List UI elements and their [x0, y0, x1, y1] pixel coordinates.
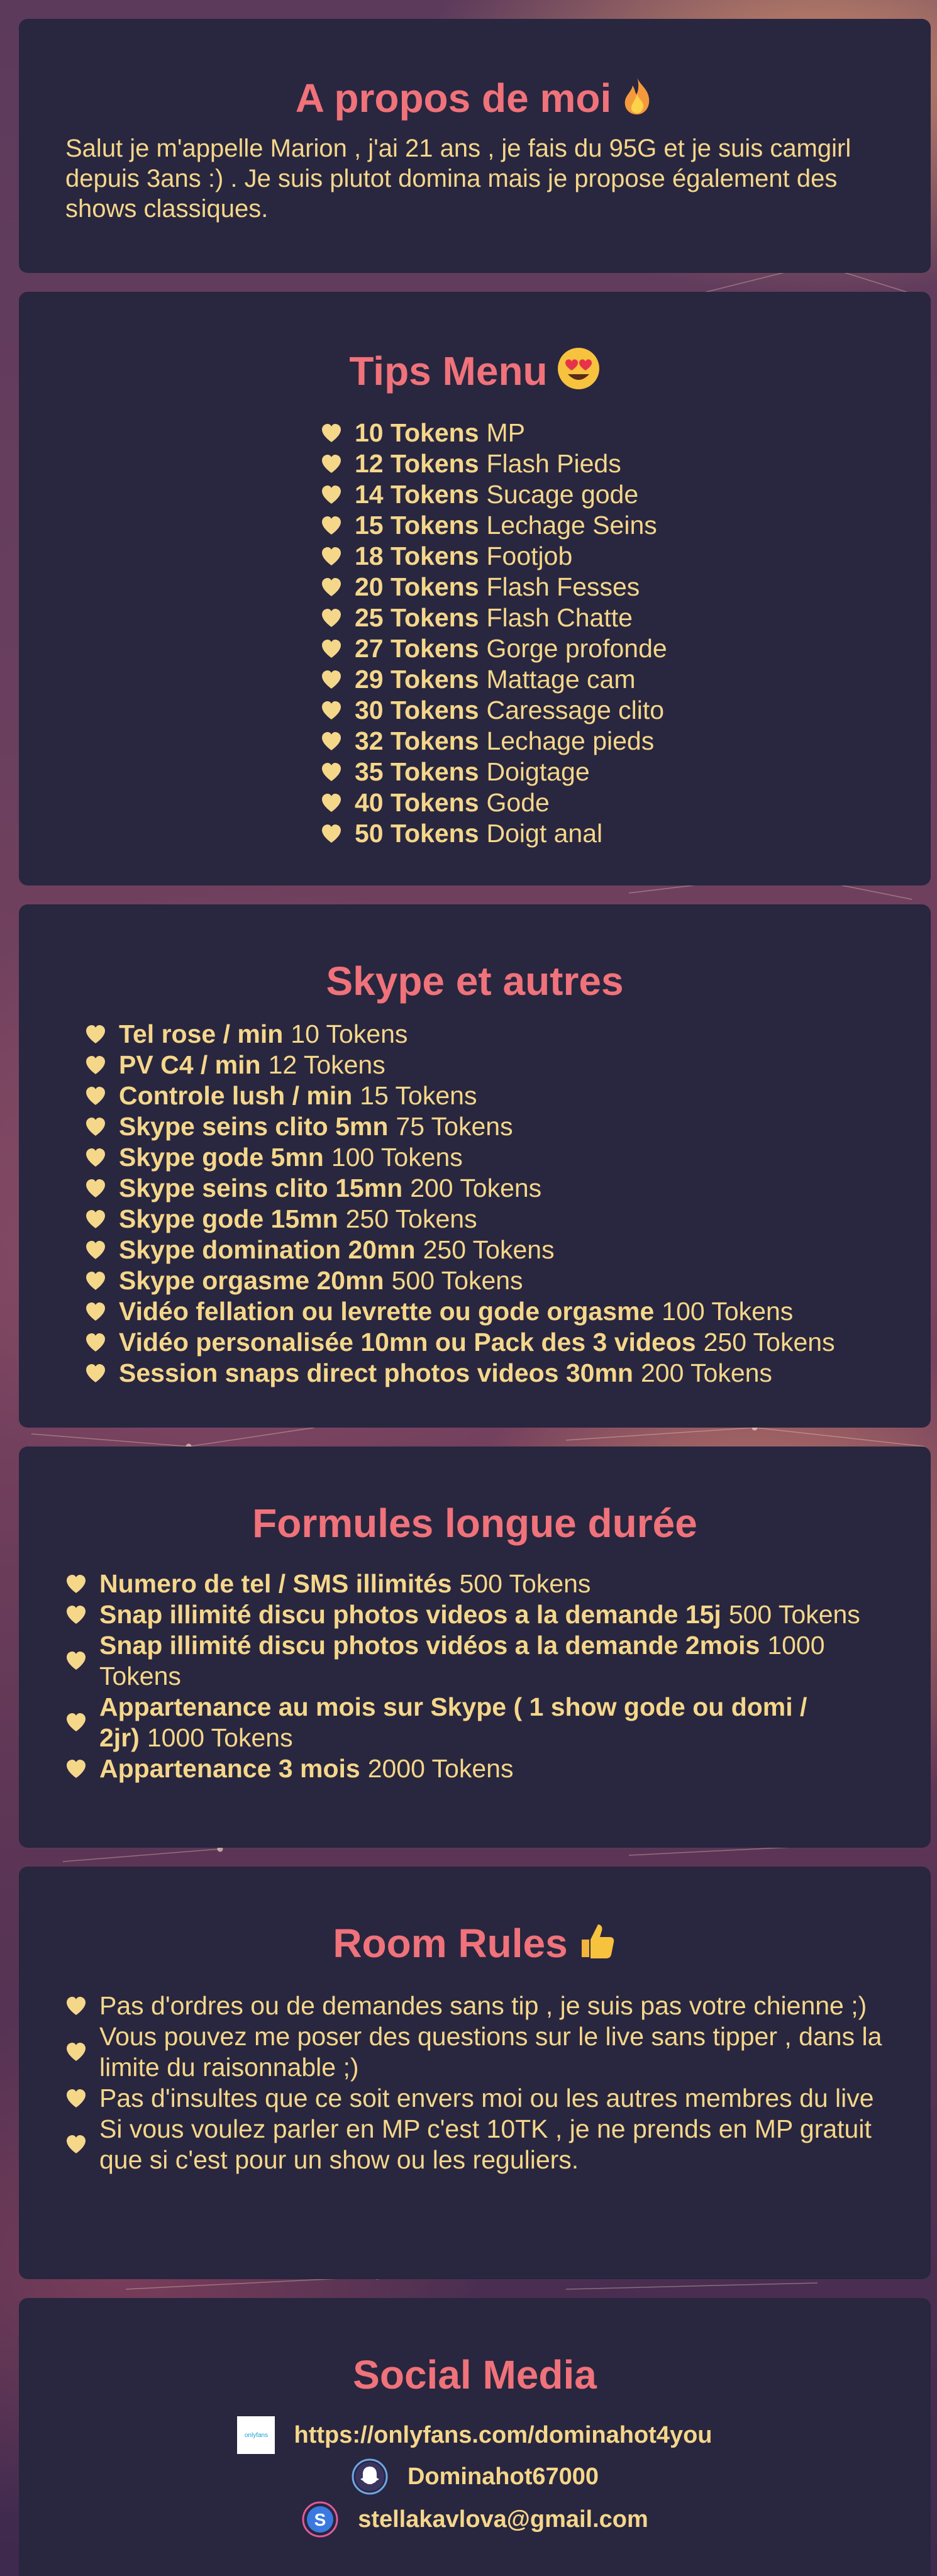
thumbs-up-emoji: [577, 1921, 617, 1972]
item-value: 250 Tokens: [703, 1328, 835, 1357]
item-bold-label: 15 Tokens: [355, 511, 479, 540]
item-bold-label: Skype seins clito 5mn: [119, 1112, 389, 1141]
skype-item: [85, 1142, 835, 1173]
tips-list: [321, 418, 667, 849]
skype-item: [85, 1327, 835, 1358]
rules-title-text: Room Rules: [333, 1921, 568, 1966]
heart-icon: [321, 577, 342, 597]
item-bold-label: Skype gode 15mn: [119, 1204, 338, 1233]
skype-item: [85, 1204, 835, 1235]
item-value: 1000 Tokens: [99, 1631, 825, 1690]
item-bold-label: Appartenance 3 mois: [99, 1754, 360, 1783]
heart-eyes-emoji: [557, 347, 601, 402]
heart-icon: [65, 1605, 87, 1625]
item-value: Mattage cam: [486, 665, 636, 694]
snapchat-icon: [351, 2458, 389, 2496]
item-value: Gorge profonde: [486, 634, 667, 663]
item-value: 10 Tokens: [291, 1019, 408, 1048]
tip-item: [321, 479, 667, 510]
tips-title-text: Tips Menu: [349, 348, 548, 394]
svg-text:S: S: [314, 2510, 326, 2529]
item-value: Lechage Seins: [486, 511, 657, 540]
item-bold-label: 20 Tokens: [355, 572, 479, 601]
item-value: 100 Tokens: [662, 1297, 794, 1326]
onlyfans-logo-icon: onlyfans: [237, 2416, 275, 2454]
tip-item: [321, 572, 667, 602]
item-value: 75 Tokens: [396, 1112, 513, 1141]
item-value: 500 Tokens: [391, 1266, 523, 1295]
item-value: Flash Fesses: [486, 572, 640, 601]
heart-icon: [85, 1024, 106, 1045]
item-value: 100 Tokens: [331, 1143, 463, 1172]
about-title: [19, 19, 931, 127]
item-bold-label: Snap illimité discu photos vidéos a la demande 2mois: [99, 1631, 760, 1660]
rule-text: Vous pouvez me poser des questions sur le live sans tipper , dans la limite du raisonnable ;): [99, 2022, 882, 2082]
formules-card: [19, 1446, 931, 1848]
item-value: 2000 Tokens: [367, 1754, 514, 1783]
item-value: Doigtage: [486, 757, 590, 786]
heart-icon: [65, 1574, 87, 1594]
skype-item: [85, 1265, 835, 1296]
tip-item: [321, 818, 667, 849]
heart-icon: [321, 454, 342, 474]
heart-icon: [321, 670, 342, 690]
item-value: Caressage clito: [486, 696, 665, 724]
rules-list: [65, 1990, 884, 2175]
item-bold-label: Skype gode 5mn: [119, 1143, 324, 1172]
skype-item: [85, 1111, 835, 1142]
item-bold-label: 18 Tokens: [355, 541, 479, 570]
snapchat-username[interactable]: Dominahot67000: [407, 2463, 599, 2490]
item-bold-label: Numero de tel / SMS illimités: [99, 1569, 452, 1598]
heart-icon: [85, 1240, 106, 1260]
item-bold-label: 50 Tokens: [355, 819, 479, 848]
room-rules-card: [19, 1867, 931, 2279]
heart-icon: [85, 1055, 106, 1075]
item-value: Gode: [486, 788, 550, 817]
heart-icon: [321, 516, 342, 536]
rule-item: [65, 2083, 884, 2114]
item-value: Lechage pieds: [486, 726, 655, 755]
item-value: 15 Tokens: [360, 1081, 477, 1110]
onlyfans-url[interactable]: https://onlyfans.com/dominahot4you: [294, 2421, 712, 2448]
tip-item: [321, 510, 667, 541]
item-value: 200 Tokens: [640, 1358, 772, 1387]
skype-link[interactable]: [19, 2501, 931, 2538]
item-value: 500 Tokens: [459, 1569, 591, 1598]
skype-item: [85, 1050, 835, 1080]
tip-item: [321, 602, 667, 633]
item-bold-label: 40 Tokens: [355, 788, 479, 817]
heart-icon: [85, 1086, 106, 1106]
heart-icon: [85, 1333, 106, 1353]
heart-icon: [65, 2135, 87, 2155]
heart-icon: [321, 639, 342, 659]
item-bold-label: Controle lush / min: [119, 1081, 353, 1110]
tip-item: [321, 664, 667, 695]
formule-item: [65, 1692, 884, 1753]
skype-item: [85, 1019, 835, 1050]
item-value: 12 Tokens: [268, 1050, 385, 1079]
item-bold-label: Vidéo personalisée 10mn ou Pack des 3 videos: [119, 1328, 696, 1357]
heart-icon: [65, 2089, 87, 2109]
rule-item: [65, 1990, 884, 2021]
about-title-text: A propos de moi: [295, 75, 612, 121]
skype-item: [85, 1296, 835, 1327]
heart-icon: [85, 1179, 106, 1199]
heart-icon: [65, 1996, 87, 2016]
tips-title: [19, 292, 931, 402]
item-value: Flash Pieds: [486, 449, 621, 478]
skype-item: [85, 1173, 835, 1204]
item-bold-label: Vidéo fellation ou levrette ou gode orgasme: [119, 1297, 655, 1326]
item-value: Sucage gode: [486, 480, 639, 509]
rules-title: [19, 1867, 931, 1972]
heart-icon: [321, 793, 342, 813]
heart-icon: [321, 762, 342, 782]
heart-icon: [321, 547, 342, 567]
tip-item: [321, 633, 667, 664]
formule-item: [65, 1568, 884, 1599]
item-bold-label: Tel rose / min: [119, 1019, 284, 1048]
fire-icon: [620, 75, 654, 127]
formules-list: [65, 1568, 884, 1784]
skype-list: [85, 1019, 835, 1389]
heart-icon: [65, 1759, 87, 1779]
heart-icon: [65, 2042, 87, 2062]
heart-icon: [85, 1363, 106, 1384]
skype-item: [85, 1235, 835, 1265]
item-bold-label: 14 Tokens: [355, 480, 479, 509]
heart-icon: [321, 485, 342, 505]
formule-item: [65, 1753, 884, 1784]
tips-menu-card: [19, 292, 931, 886]
item-value: 250 Tokens: [423, 1235, 555, 1264]
snapchat-link[interactable]: [19, 2458, 931, 2496]
skype-item: [85, 1358, 835, 1389]
rule-text: Si vous voulez parler en MP c'est 10TK , je ne prends en MP gratuit que si c'est pour un show ou les reguliers.: [99, 2114, 872, 2174]
heart-icon: [85, 1209, 106, 1230]
skype-email[interactable]: stellakavlova@gmail.com: [358, 2506, 648, 2533]
item-bold-label: Snap illimité discu photos videos a la demande 15j: [99, 1600, 721, 1629]
item-bold-label: Appartenance au mois sur Skype ( 1 show gode ou domi / 2jr): [99, 1692, 807, 1752]
item-value: 200 Tokens: [410, 1174, 542, 1202]
skype-card: [19, 904, 931, 1428]
heart-icon: [85, 1271, 106, 1291]
item-bold-label: PV C4 / min: [119, 1050, 261, 1079]
rule-text: Pas d'insultes que ce soit envers moi ou les autres membres du live: [99, 2084, 874, 2112]
skype-icon: [301, 2501, 339, 2538]
tip-item: [321, 418, 667, 448]
tip-item: [321, 787, 667, 818]
skype-title: Skype et autres: [326, 958, 624, 1004]
skype-item: [85, 1080, 835, 1111]
item-bold-label: 25 Tokens: [355, 603, 479, 632]
heart-icon: [321, 824, 342, 844]
item-bold-label: Session snaps direct photos videos 30mn: [119, 1358, 633, 1387]
tip-item: [321, 757, 667, 787]
rule-item: [65, 2021, 884, 2083]
item-bold-label: Skype domination 20mn: [119, 1235, 416, 1264]
onlyfans-link[interactable]: [19, 2416, 931, 2454]
item-bold-label: 10 Tokens: [355, 418, 479, 447]
about-card: [19, 19, 931, 273]
item-bold-label: Skype seins clito 15mn: [119, 1174, 403, 1202]
item-value: MP: [486, 418, 525, 447]
item-bold-label: 35 Tokens: [355, 757, 479, 786]
item-bold-label: 29 Tokens: [355, 665, 479, 694]
item-value: 500 Tokens: [728, 1600, 860, 1629]
heart-icon: [321, 701, 342, 721]
social-media-card: [19, 2298, 931, 2576]
heart-icon: [85, 1302, 106, 1322]
item-bold-label: 27 Tokens: [355, 634, 479, 663]
item-value: 1000 Tokens: [147, 1723, 293, 1752]
item-value: 250 Tokens: [345, 1204, 477, 1233]
rule-text: Pas d'ordres ou de demandes sans tip , je suis pas votre chienne ;): [99, 1991, 867, 2020]
item-bold-label: Skype orgasme 20mn: [119, 1266, 384, 1295]
formule-item: [65, 1599, 884, 1630]
social-title: Social Media: [353, 2352, 597, 2397]
tip-item: [321, 726, 667, 757]
heart-icon: [321, 608, 342, 628]
heart-icon: [321, 731, 342, 752]
item-value: Doigt anal: [486, 819, 603, 848]
heart-icon: [65, 1713, 87, 1733]
tip-item: [321, 695, 667, 726]
heart-icon: [85, 1148, 106, 1168]
item-bold-label: 32 Tokens: [355, 726, 479, 755]
item-bold-label: 12 Tokens: [355, 449, 479, 478]
about-text: Salut je m'appelle Marion , j'ai 21 ans , je fais du 95G et je suis camgirl depuis 3ans :) . Je suis plutot domina mais je propose également des shows classiques.: [65, 135, 851, 223]
heart-icon: [65, 1651, 87, 1671]
formule-item: [65, 1630, 884, 1692]
tip-item: [321, 448, 667, 479]
formules-title: Formules longue durée: [252, 1501, 697, 1546]
tip-item: [321, 541, 667, 572]
heart-icon: [321, 423, 342, 443]
rule-item: [65, 2114, 884, 2175]
heart-icon: [85, 1117, 106, 1137]
item-value: Footjob: [486, 541, 573, 570]
item-bold-label: 30 Tokens: [355, 696, 479, 724]
item-value: Flash Chatte: [486, 603, 633, 632]
